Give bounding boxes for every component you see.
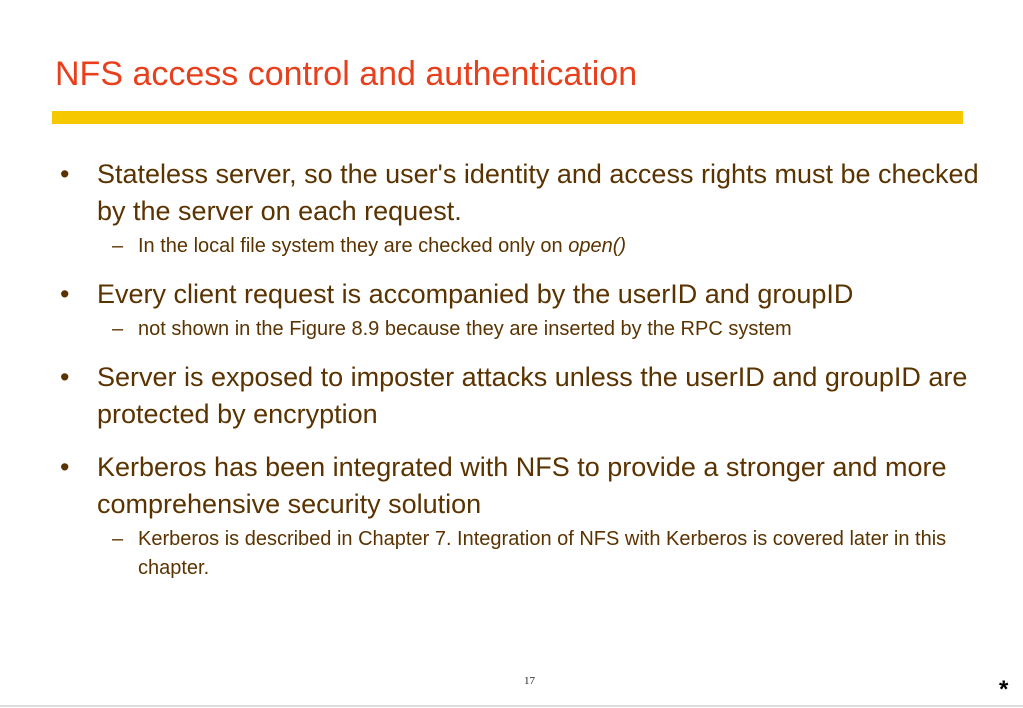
slide-title: NFS access control and authentication <box>55 55 638 93</box>
footer-divider <box>0 705 1023 707</box>
bullet-text: Every client request is accompanied by the userID and groupID <box>97 279 854 309</box>
bullet-icon: • <box>60 279 70 309</box>
sub-bullet-text: Kerberos is described in Chapter 7. Integration of NFS with Kerberos is covered later in this chapter. <box>138 528 947 579</box>
sub-bullet-local-fs <box>60 232 985 261</box>
bullet-client-request <box>60 276 985 313</box>
bullet-text: Kerberos has been integrated with NFS to provide a stronger and more comprehensive security solution <box>97 452 947 519</box>
dash-icon: – <box>112 318 124 340</box>
slide-body <box>60 156 985 583</box>
asterisk-icon: * <box>999 676 1009 703</box>
sub-bullet-text: In the local file system they are checked only on <box>138 235 569 257</box>
bullet-text: Stateless server, so the user's identity and access rights must be checked by the server on each request. <box>97 159 979 226</box>
bullet-stateless-server <box>60 156 985 230</box>
dash-icon: – <box>112 235 124 257</box>
bullet-imposter-attacks <box>60 359 985 433</box>
title-underline-bar <box>52 111 963 124</box>
dash-icon: – <box>112 528 124 550</box>
sub-bullet-text: not shown in the Figure 8.9 because they are inserted by the RPC system <box>138 318 792 340</box>
bullet-icon: • <box>60 159 70 189</box>
bullet-text: Server is exposed to imposter attacks unless the userID and groupID are protected by encryption <box>97 362 968 429</box>
bullet-kerberos <box>60 449 985 523</box>
bullet-icon: • <box>60 362 70 392</box>
bullet-icon: • <box>60 452 70 482</box>
sub-bullet-kerberos-chapter <box>60 525 985 583</box>
sub-bullet-emphasis: open() <box>568 235 627 257</box>
page-number: 17 <box>524 675 535 687</box>
sub-bullet-not-shown <box>60 315 985 344</box>
